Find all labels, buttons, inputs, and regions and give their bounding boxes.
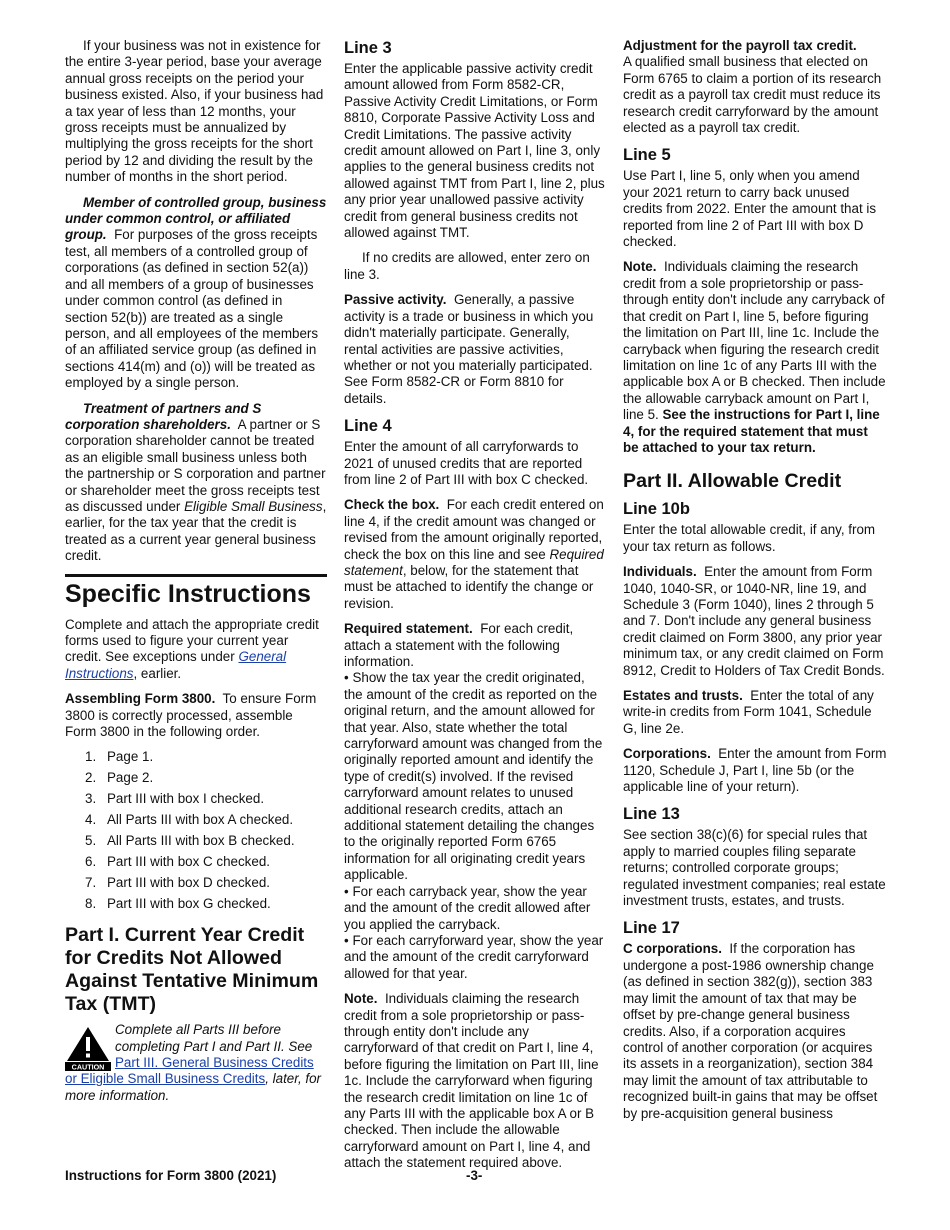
list-item-text: All Parts III with box B checked.: [107, 833, 295, 849]
line17-heading: Line 17: [623, 919, 680, 938]
controlled-group-paragraph: [65, 195, 327, 392]
controlled-group-lead: Member of controlled group, business under common control, or affiliated group.: [65, 194, 327, 243]
required-statement-paragraph: [344, 621, 606, 670]
list-item-number: 1.: [85, 749, 97, 765]
line5-heading: Line 5: [623, 146, 671, 165]
column-right: [623, 38, 887, 1131]
list-item-text: Page 1.: [107, 749, 154, 765]
estates-body: Enter the total of any write-in credits from Form 1041, Schedule G, line 2e.: [623, 688, 874, 736]
required-statement-block: [344, 621, 606, 982]
line5-note-paragraph: [623, 259, 887, 456]
line4-heading: Line 4: [344, 417, 392, 436]
partners-lead: Treatment of partners and S corporation shareholders.: [65, 400, 262, 432]
assembling-lead: Assembling Form 3800.: [65, 691, 216, 707]
column-left: [65, 38, 327, 1104]
specific-instructions-heading: Specific Instructions: [65, 574, 327, 609]
list-item-text: Part III with box I checked.: [107, 791, 265, 807]
caution-icon: [65, 1025, 111, 1071]
list-item: [65, 749, 327, 765]
part1-heading: Part I. Current Year Credit for Credits Not Allowed Against Tentative Minimum Tax (TMT): [65, 924, 319, 1016]
list-item-text: Page 2.: [107, 770, 154, 786]
corporations-lead: Corporations.: [623, 746, 711, 762]
line4-paragraph: Enter the amount of all carryforwards to 2021 of unused credits that are reported from line 2 of Part III with box C checked.: [344, 439, 589, 487]
required-statement-body: For each credit, attach a statement with the following information.: [344, 621, 574, 669]
list-item: [65, 812, 327, 828]
passive-activity-lead: Passive activity.: [344, 292, 447, 308]
partners-body-a: A partner or S corporation shareholder cannot be treated as an eligible small business unless both the partnership or S corporation and partner or shareholder meet the gross receipts test as discussed under: [65, 416, 326, 514]
note-lead: Note.: [344, 991, 378, 1007]
bullet-icon: •: [344, 932, 349, 948]
required-statement-ref: Required statement: [344, 546, 604, 578]
column-middle: [344, 38, 606, 1181]
list-item-number: 4.: [85, 812, 97, 828]
payroll-adjustment-paragraph: [623, 38, 887, 136]
partners-body-b: , earlier, for the tax year that the credit is treated as a current year general business credit.: [65, 498, 327, 564]
check-box-body-b: , below, for the statement that must be attached to identify the change or revision.: [344, 562, 594, 611]
part2-heading: Part II. Allowable Credit: [623, 470, 842, 493]
bullet-icon: •: [344, 670, 349, 686]
check-box-lead: Check the box.: [344, 497, 440, 513]
line3-heading: Line 3: [344, 39, 392, 57]
line3-paragraph: Enter the applicable passive activity credit amount allowed from Form 8582-CR, Passive Activity Credit Limitations, or Form 8810, Corporate Passive Activity Loss and Credit Limitations. The passive activity credit amount allowed on Part I, line 3, only applies to the general business credits not allowed against TMT from Part I, line 2, plus any prior year unallowed passive activity credit from general business credits not allowed against TMT.: [344, 61, 605, 241]
specific-text-a: Complete and attach the appropriate credit forms used to figure your current year credit. See exceptions under: [65, 616, 319, 665]
page-number: -3-: [466, 1168, 483, 1183]
corporations-paragraph: [623, 746, 887, 795]
list-item-text: Part III with box D checked.: [107, 874, 270, 890]
caution-label: CAUTION: [71, 1062, 105, 1072]
c-corporations-lead: C corporations.: [623, 941, 722, 957]
eligible-small-business-ref: Eligible Small Business: [184, 498, 323, 514]
controlled-group-body: For purposes of the gross receipts test, all members of a controlled group of corporations (as defined in section 52(a)) and all members of a group of businesses under common control (as defined in section 52(b)) are treated as a single person, and all employees of the members of an affiliated service group (as defined in sections 414(m) and (o)) will be treated as employed by a single person.: [65, 227, 319, 391]
required-statement-lead: Required statement.: [344, 621, 473, 637]
payroll-adjustment-lead: Adjustment for the payroll tax credit.: [623, 38, 857, 53]
bullet-text: For each carryback year, show the year and the amount of the credit allowed after you applied the carryback.: [344, 883, 591, 932]
corporations-body: Enter the amount from Form 1120, Schedule J, Part I, line 5b (or the applicable line of your return).: [623, 746, 887, 795]
caution-text-a: Complete all Parts III before completing Part I and Part II. See: [115, 1022, 313, 1054]
line13-heading: Line 13: [623, 805, 680, 824]
individuals-body: Enter the amount from Form 1040, 1040-SR, or 1040-NR, line 19, and Schedule 3 (Form 1040), lines 2 through 5 and 7. Don't include any general business credit claimed on Form 3800, any prior year minimum tax, or any credit claimed on Form 8912, Credit to Holders of Tax Credit Bonds.: [623, 564, 885, 678]
list-item: [344, 884, 606, 933]
estates-paragraph: [623, 688, 887, 737]
list-item-number: 7.: [85, 874, 97, 890]
list-item: [65, 854, 327, 870]
list-item: [344, 933, 606, 982]
bullet-text: For each carryforward year, show the year and the amount of the credit carryforward allowed for that year.: [344, 932, 604, 981]
list-item-number: 8.: [85, 895, 97, 911]
note-bold-text: See the instructions for Part I, line 4, for the required statement that must be attached to your tax return.: [623, 407, 880, 455]
bullet-text: Show the tax year the credit originated, the amount of the credit as reported on the original return, and the amount allowed for that year. Also, state whether the total carryforward amount was changed from the originally reported amount and identify the type of credit(s) involved. If the revised carryforward amount relates to unused additional research credits, attach an additional statement detailing the changes to the originally reported Form 6765 information for all originating credit years applicable.: [344, 670, 603, 883]
specific-instructions-paragraph: [65, 617, 327, 683]
line5-paragraph: Use Part I, line 5, only when you amend your 2021 return to carry back unused credits from 2022. Enter the amount that is reported from line 2 of Part III with box D checked.: [623, 168, 877, 250]
check-box-body-a: For each credit entered on line 4, if the credit amount was changed or revised from the amount originally reported, check the box on this line and see: [344, 497, 604, 562]
list-item: [344, 670, 606, 883]
list-item-text: Part III with box C checked.: [107, 853, 270, 869]
line13-paragraph: See section 38(c)(6) for special rules that apply to married couples filing separate returns; controlled corporate groups; regulated investment companies; real estate investment trusts, estates, and trusts.: [623, 827, 886, 909]
list-item-number: 3.: [85, 791, 97, 807]
partners-paragraph: [65, 401, 327, 565]
gross-receipts-paragraph: If your business was not in existence for the entire 3-year period, base your average annual gross receipts on the period your business existed. Also, if your business had a tax year of less than 12 months, your gross receipts must be annualized by multiplying the gross receipts for the short period by 12 and dividing the result by the number of months in the short period.: [65, 38, 324, 185]
line4-note-paragraph: [344, 991, 606, 1171]
passive-activity-body: Generally, a passive activity is a trade or business in which you didn't materially participate. Generally, rental activities are passive activities, whether or not you materially participated. See Form 8582-CR or Form 8810 for details.: [344, 292, 594, 406]
payroll-adjustment-body: A qualified small business that elected on Form 6765 to claim a portion of its research credit as a payroll tax credit must reduce its research credit carryforward by the amount elected as a payroll tax credit.: [623, 54, 882, 136]
check-box-paragraph: [344, 497, 606, 612]
caution-text-b: , later, for more information.: [65, 1071, 322, 1103]
note-body: Individuals claiming the research credit from a sole proprietorship or pass-through entity don't include any carryforward of that credit on Part I, line 4, before figuring the limitation on Part III, line 1c. Include the carryforward when figuring the research credit limitation on line 1c of any Parts III with the applicable box A or B checked. Then include the allowable carryforward amount on Part I, line 4, and attach the statement required above.: [344, 991, 599, 1171]
note-body: Individuals claiming the research credit from a sole proprietorship or pass-through entity don't include any carryback of that credit on Part I, line 5, before figuring the limitation on Part III, line 1c. Include the carryback when figuring the research credit limitation on line 1c of any Parts III with the applicable box A or B checked. Then include the allowable carryback amount on Part I, line 5.: [623, 259, 886, 423]
list-item-number: 6.: [85, 853, 97, 869]
specific-text-b: , earlier.: [133, 665, 182, 681]
assembly-order-list: [65, 749, 327, 912]
footer-title: Instructions for Form 3800 (2021): [65, 1168, 277, 1183]
assembling-body: To ensure Form 3800 is correctly processed, assemble Form 3800 in the following order.: [65, 691, 317, 740]
line3-zero-paragraph: If no credits are allowed, enter zero on line 3.: [344, 250, 590, 282]
part3-link[interactable]: Part III. General Business Credits or Eligible Small Business Credits: [65, 1055, 314, 1087]
estates-lead: Estates and trusts.: [623, 688, 743, 703]
c-corporations-paragraph: [623, 941, 887, 1121]
list-item: [65, 770, 327, 786]
list-item-number: 5.: [85, 833, 97, 849]
line10b-paragraph: Enter the total allowable credit, if any, from your tax return as follows.: [623, 522, 876, 554]
note-lead: Note.: [623, 259, 657, 275]
individuals-lead: Individuals.: [623, 564, 697, 580]
line10b-heading: Line 10b: [623, 500, 690, 519]
list-item-number: 2.: [85, 770, 97, 786]
list-item: [65, 896, 327, 912]
list-item: [65, 791, 327, 807]
caution-note: [65, 1022, 327, 1104]
assembling-paragraph: [65, 691, 327, 740]
list-item: [65, 875, 327, 891]
list-item-text: All Parts III with box A checked.: [107, 812, 294, 828]
list-item: [65, 833, 327, 849]
list-item-text: Part III with box G checked.: [107, 895, 271, 911]
general-instructions-link[interactable]: General Instructions: [65, 649, 287, 681]
c-corporations-body: If the corporation has undergone a post-1986 ownership change (as defined in section 382(g)), section 383 may limit the amount of tax that may be offset by pre-change general business credits. Also, if a corporation acquires control of another corporation (or acquires its assets in a reorganization), section 384 may limit the amount of tax attributable to recognized built-in gains that may be offset by pre-acquisition general business: [623, 941, 878, 1121]
individuals-paragraph: [623, 564, 887, 679]
passive-activity-paragraph: [344, 292, 606, 407]
bullet-icon: •: [344, 883, 349, 899]
